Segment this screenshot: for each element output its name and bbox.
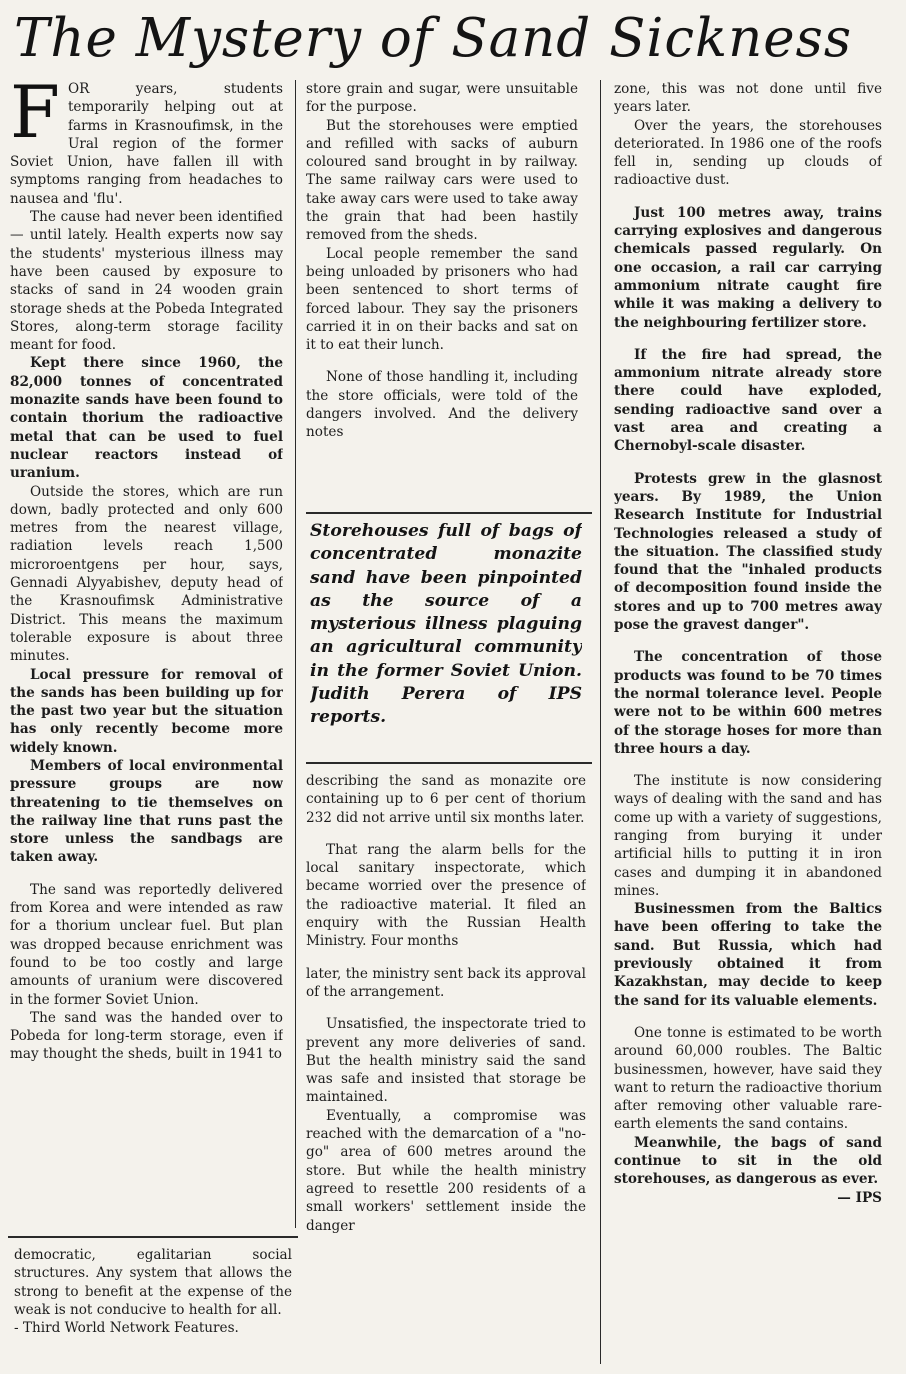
paragraph: Unsatisfied, the inspectorate tried to prevent any more deliveries of sand. But the health ministry said the sand was safe and insisted that storage be maintained. (306, 1016, 586, 1106)
paragraph: Meanwhile, the bags of sand continue to sit in the old storehouses, as dangerous as ever. (614, 1134, 882, 1188)
byline-sign: — IPS (837, 1189, 882, 1206)
paragraph: Over the years, the storehouses deteriorated. In 1986 one of the roofs fell in, sending up clouds of radioactive dust. (614, 117, 882, 189)
paragraph: But the storehouses were emptied and refilled with sacks of auburn coloured sand brought in by railway. The same railway cars were used to take away cars were used to take away the grain that had been hastily removed from the sheds. (306, 117, 578, 244)
column-rule (600, 80, 601, 1364)
paragraph: Local pressure for removal of the sands has been building up for the past two year but the situation has only recently become more widely known. (10, 666, 283, 756)
column-2-top (306, 80, 578, 500)
paragraph: Outside the stores, which are run down, badly protected and only 600 metres from the nearest village, radiation levels reach 1,500 microroentgens per hour, says, Gennadi Alyyabishev, deputy head of the Krasnoufimsk Administrative District. This means the maximum tolerable exposure is about three minutes. (10, 483, 283, 665)
paragraph: The sand was the handed over to Pobeda for long-term storage, even if may thought the sheds, built in 1941 to (10, 1009, 283, 1063)
paragraph: That rang the alarm bells for the local sanitary inspectorate, which became worried over the presence of the radioactive material. It filed an enquiry with the Russian Health Ministry. Four months (306, 841, 586, 950)
paragraph: Kept there since 1960, the 82,000 tonnes of concentrated monazite sands have been found to contain thorium the radioactive metal that can be used to fuel nuclear reactors instead of uranium. (10, 355, 283, 482)
paragraph: OR years, students temporarily helping out at farms in Krasnoufimsk, in the Ural region of the former Soviet Union, have fallen ill with symptoms ranging from headaches to nausea and 'flu'. (10, 81, 283, 207)
paragraph: None of those handling it, including the store officials, were told of the dangers involved. And the delivery notes (306, 369, 578, 441)
column-rule (295, 80, 296, 1228)
paragraph: The concentration of those products was found to be 70 times the normal tolerance level. People were not to be within 600 metres of the storage hoses for more than three hours a day. (614, 649, 882, 757)
paragraph: One tonne is estimated to be worth around 60,000 roubles. The Baltic businessmen, however, have said they want to return the radioactive thorium after removing other valuable rare-earth elements the sand contains. (614, 1024, 882, 1133)
paragraph: Members of local environmental pressure groups are now threatening to tie themselves on the railway line that runs past the store unless the sandbags are taken away. (10, 757, 283, 866)
deck-rule-bottom (306, 762, 592, 764)
column-2-bottom (306, 772, 586, 1372)
paragraph: Businessmen from the Baltics have been offering to take the sand. But Russia, which had previously obtained it from Kazakhstan, may decide to keep the sand for its valuable elements. (614, 901, 882, 1009)
paragraph: Local people remember the sand being unloaded by prisoners who had been sentenced to short terms of forced labour. They say the prisoners carried it in on their backs and sat on it to eat their lunch. (306, 245, 578, 354)
deck-rule-top (306, 512, 592, 514)
paragraph: Just 100 metres away, trains carrying explosives and dangerous chemicals passed regularly. On one occasion, a rail car carrying ammonium nitrate caught fire while it was making a delivery to the neighbouring fertilizer store. (614, 204, 882, 331)
deck-pullquote: Storehouses full of bags of concentrated monazite sand have been pinpointed as the source of a mysterious illness plaguing an agricultural community in the former Soviet Union. Judith Perera of IPS reports. (310, 521, 582, 728)
paragraph: democratic, egalitarian social structures. Any system that allows the strong to benefit at the expense of the weak is not conducive to health for all. (14, 1247, 292, 1318)
bottom-rule (8, 1236, 298, 1238)
column-3 (614, 80, 882, 1364)
paragraph: store grain and sugar, were unsuitable for the purpose. (306, 81, 578, 116)
paragraph: If the fire had spread, the ammonium nitrate already store there could have exploded, sending radioactive sand over a vast area and creating a Chernobyl-scale disaster. (614, 346, 882, 455)
paragraph: describing the sand as monazite ore containing up to 6 per cent of thorium 232 did not arrive until six months later. (306, 773, 586, 826)
column-1 (10, 80, 283, 1228)
paragraph: The sand was reportedly delivered from Korea and were intended as raw for a thorium unclear fuel. But plan was dropped because enrichment was found to be too costly and large amounts of uranium were discovered in the former Soviet Union. (10, 881, 283, 1008)
paragraph: The cause had never been identified — until lately. Health experts now say the students' mysterious illness may have been caused by exposure to stacks of sand in 24 wooden grain storage sheds at the Pobeda Integrated Stores, along-term storage facility meant for food. (10, 209, 283, 354)
paragraph: zone, this was not done until five years later. (614, 81, 882, 116)
headline: The Mystery of Sand Sickness (14, 8, 853, 69)
paragraph: Eventually, a compromise was reached with the demarcation of a "no-go" area of 600 metres around the store. But while the health ministry agreed to resettle 200 residents of a small workers' settlement inside the danger (306, 1107, 586, 1234)
credit-line: - Third World Network Features. (14, 1320, 239, 1337)
drop-cap: F (10, 80, 60, 154)
paragraph: The institute is now considering ways of dealing with the sand and has come up with a variety of suggestions, ranging from burying it under artificial hills to putting it in iron cases and dumping it in abandoned mines. (614, 773, 882, 899)
paragraph: Protests grew in the glasnost years. By 1989, the Union Research Institute for Industrial Technologies released a study of the situation. The classified study found that the "inhaled products of decomposition found inside the stores and up to 700 metres away pose the gravest danger". (614, 470, 882, 634)
sidebar-story-tail (14, 1246, 292, 1366)
paragraph: later, the ministry sent back its approval of the arrangement. (306, 965, 586, 1000)
